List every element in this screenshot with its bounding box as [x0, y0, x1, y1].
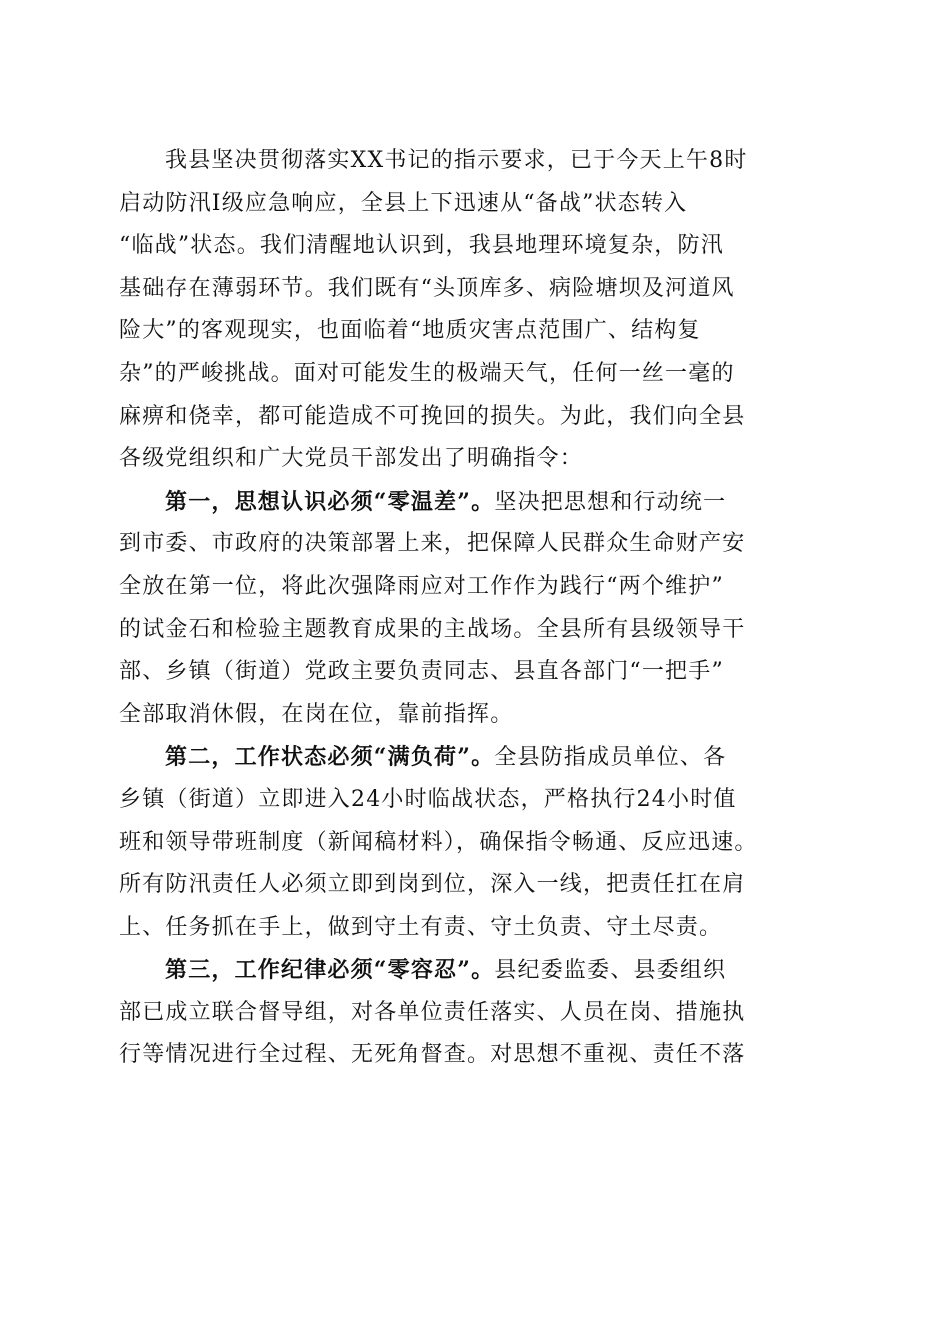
- paragraph-point-two: [119, 736, 831, 949]
- text-run: 县纪委监委、县委组织: [494, 958, 727, 984]
- text-line: 部、乡镇（街道）党政主要负责同志、县直各部门“一把手”: [119, 659, 724, 685]
- point-heading: 第二，工作状态必须“满负荷”。: [165, 744, 495, 771]
- text-run: 全县防指成员单位、各: [494, 745, 727, 771]
- text-line: 所有防汛责任人必须立即到岗到位，深入一线，把责任扛在肩: [119, 872, 746, 898]
- text-line: 上、任务抓在手上，做到守土有责、守土负责、守土尽责。: [119, 914, 723, 940]
- text-line: 险大”的客观现实，也面临着“地质灾害点范围广、结构复: [119, 318, 701, 344]
- text-line: 行等情况进行全过程、无死角督查。对思想不重视、责任不落: [119, 1042, 746, 1068]
- text-line: 乡镇（街道）立即进入24小时临战状态，严格执行24小时值: [119, 786, 737, 812]
- document-page: [119, 140, 831, 1077]
- paragraph-intro: [119, 140, 831, 481]
- text-line: 我县坚决贯彻落实XX书记的指示要求，已于今天上午8时: [165, 148, 748, 173]
- paragraph-point-one: [119, 481, 831, 737]
- text-line: 班和领导带班制度（新闻稿材料），确保指令畅通、反应迅速。: [119, 829, 758, 855]
- text-line: 杂”的严峻挑战。面对可能发生的极端天气，任何一丝一毫的: [119, 360, 735, 386]
- text-line: [119, 949, 831, 992]
- text-line: “临战”状态。我们清醒地认识到，我县地理环境复杂，防汛: [119, 233, 724, 259]
- paragraph-point-three: [119, 949, 831, 1077]
- point-heading: 第三，工作纪律必须“零容忍”。: [165, 957, 495, 984]
- text-line: [119, 736, 831, 779]
- text-line: 全放在第一位，将此次强降雨应对工作作为践行“两个维护”: [119, 573, 724, 599]
- point-heading: 第一，思想认识必须“零温差”。: [165, 488, 495, 515]
- text-line: 启动防汛Ⅰ级应急响应，全县上下迅速从“备战”状态转入: [119, 190, 688, 216]
- text-line: 到市委、市政府的决策部署上来，把保障人民群众生命财产安: [119, 531, 746, 557]
- text-line: 基础存在薄弱环节。我们既有“头顶库多、病险塘坝及河道风: [119, 275, 735, 301]
- text-line: [119, 481, 831, 524]
- text-line: 部已成立联合督导组，对各单位责任落实、人员在岗、措施执: [119, 999, 746, 1025]
- text-line: 的试金石和检验主题教育成果的主战场。全县所有县级领导干: [119, 616, 746, 642]
- text-line: 各级党组织和广大党员干部发出了明确指令：: [119, 446, 584, 472]
- text-line: 全部取消休假，在岗在位，靠前指挥。: [119, 701, 514, 727]
- text-run: 坚决把思想和行动统一: [494, 489, 727, 515]
- text-line: 麻痹和侥幸，都可能造成不可挽回的损失。为此，我们向全县: [119, 403, 746, 429]
